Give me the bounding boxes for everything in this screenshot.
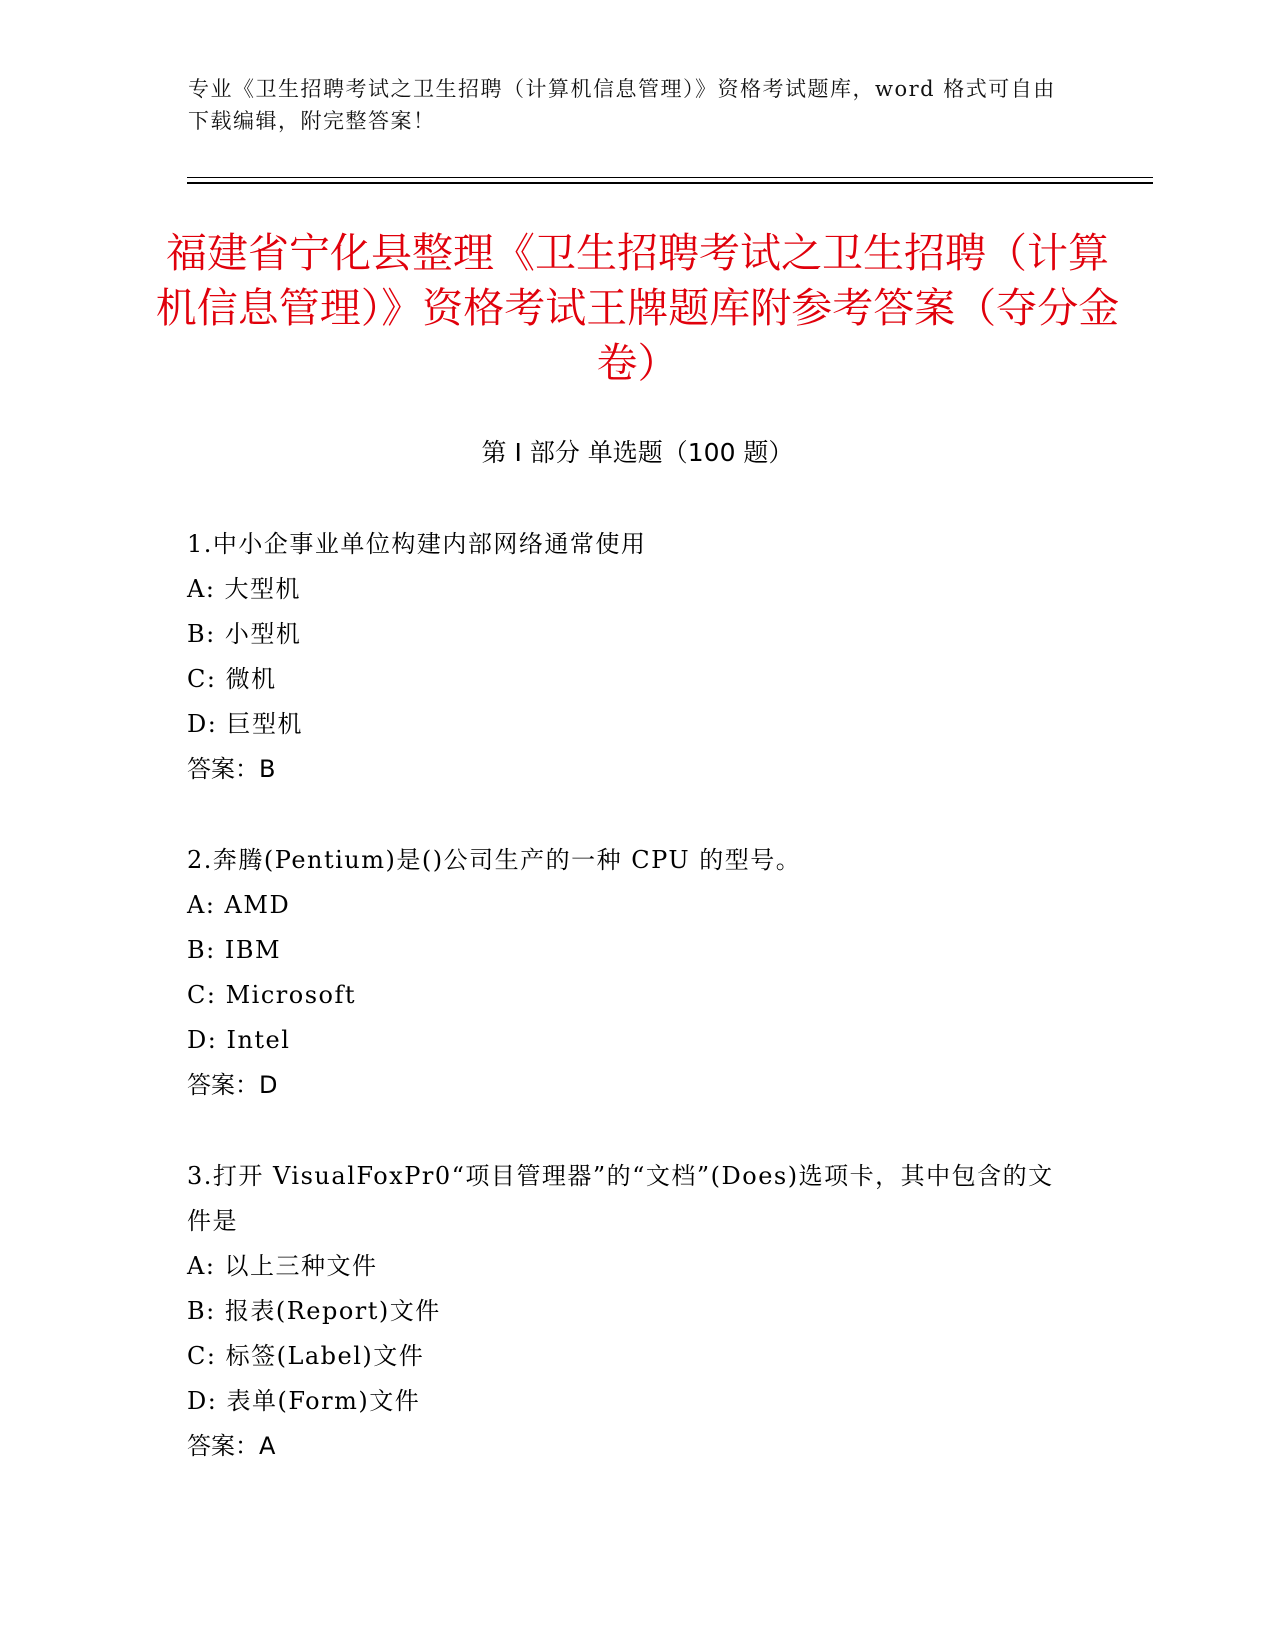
option-a: A: 大型机 [187,575,302,603]
option-a: A: AMD [187,891,291,919]
header-note: 专业《卫生招聘考试之卫生招聘（计算机信息管理）》资格考试题库，word 格式可自由下载编辑，附完整答案！ [188,77,1056,133]
header-divider-thick [187,182,1153,184]
option-c: C: 微机 [187,665,277,693]
option-d: D: 巨型机 [187,710,303,738]
option-b: B: 报表(Report)文件 [187,1297,441,1325]
question-list [187,522,1067,1515]
question-item [187,522,1067,792]
option-d: D: 表单(Form)文件 [187,1387,421,1415]
option-c: C: Microsoft [187,981,356,1009]
section-title: 第 I 部分 单选题（100 题） [481,438,794,467]
question-item [187,838,1067,1108]
document-title: 福建省宁化县整理《卫生招聘考试之卫生招聘（计算机信息管理）》资格考试王牌题库附参考答案（夺分金卷） [155,229,1120,387]
answer-line: 答案：B [187,755,276,783]
question-stem: 3.打开 VisualFoxPr0“项目管理器”的“文档”(Does)选项卡，其中包含的文件是 [187,1162,1054,1235]
question-stem: 2.奔腾(Pentium)是()公司生产的一种 CPU 的型号。 [187,846,802,874]
answer-line: 答案：D [187,1071,278,1099]
question-item [187,1154,1067,1469]
answer-line: 答案：A [187,1432,276,1460]
question-stem: 1.中小企事业单位构建内部网络通常使用 [187,530,647,558]
option-b: B: IBM [187,936,282,964]
option-b: B: 小型机 [187,620,302,648]
option-a: A: 以上三种文件 [187,1252,378,1280]
header-divider-thin [187,177,1153,178]
option-c: C: 标签(Label)文件 [187,1342,425,1370]
option-d: D: Intel [187,1026,291,1054]
